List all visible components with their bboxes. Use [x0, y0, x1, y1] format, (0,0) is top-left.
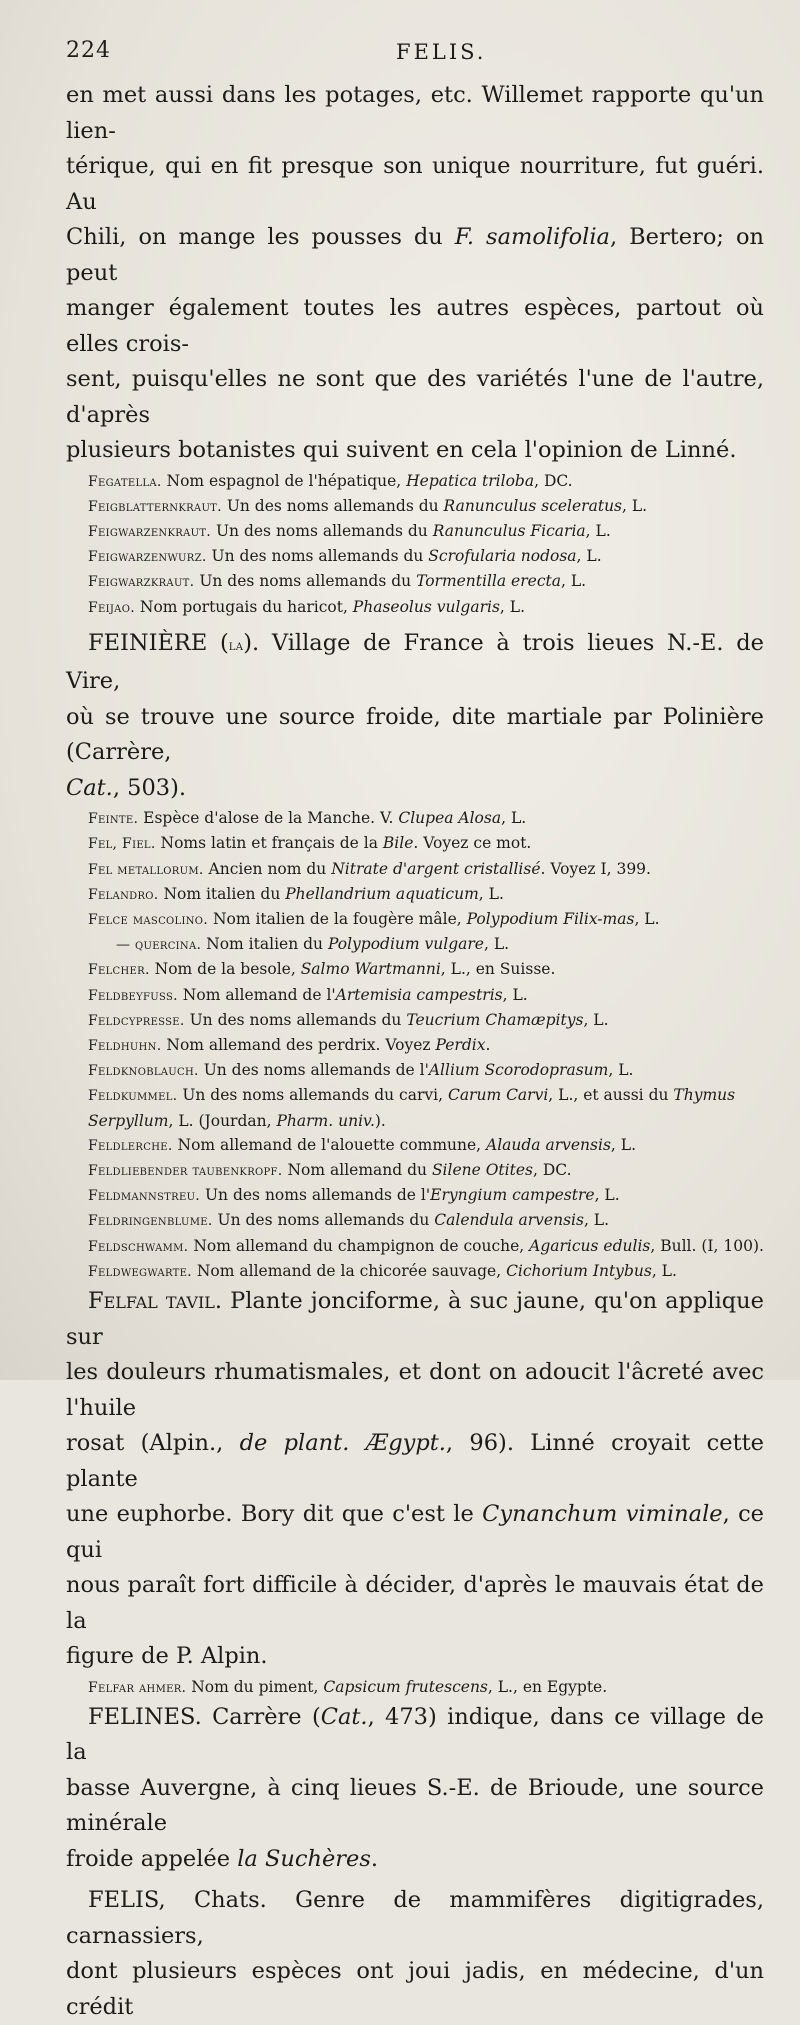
text-line: Cat., 503).: [66, 774, 187, 801]
entry-felis: [66, 1883, 764, 2025]
text-line: où se trouve une source froide, dite martiale par Polinière (Carrère,: [66, 703, 764, 766]
text-line: nous paraît fort difficile à décider, d'après le mauvais état de la: [66, 1572, 764, 1634]
dictionary-entry: Feldcypresse. Un des noms allemands du Teucrium Chamæpitys, L.: [88, 1010, 609, 1029]
entry-headword: FEINIÈRE: [88, 629, 208, 656]
dictionary-entry: Feldwegwarte. Nom allemand de la chicorée sauvage, Cichorium Intybus, L.: [88, 1261, 677, 1280]
page-header: [66, 38, 764, 78]
entry-list-3: [66, 1133, 764, 1284]
dictionary-entry: Feldbeyfuss. Nom allemand de l'Artemisia campestris, L.: [88, 985, 528, 1004]
dictionary-entry: Fel metallorum. Ancien nom du Nitrate d'argent cristallisé. Voyez I, 399.: [88, 859, 651, 878]
text-line: FELIS, Chats. Genre de mammifères digitigrades, carnassiers,: [66, 1887, 764, 1949]
dictionary-entry: Feldknoblauch. Un des noms allemands de l'Allium Scorodoprasum, L.: [88, 1061, 634, 1080]
text-line: figure de P. Alpin.: [66, 1643, 268, 1670]
entry-headword: Felfal tavil.: [88, 1288, 223, 1315]
entry-headword: FELIS,: [88, 1887, 166, 1914]
entry-headword: FELINES.: [88, 1703, 202, 1730]
text-line: froide appelée la Suchères.: [66, 1845, 379, 1872]
dictionary-entry: Feldlerche. Nom allemand de l'alouette commune, Alauda arvensis, L.: [88, 1135, 636, 1154]
text-line: rosat (Alpin., de plant. Ægypt., 96). Linné croyait cette plante: [66, 1430, 764, 1492]
running-title: FELIS.: [396, 40, 487, 64]
intro-paragraph: [66, 78, 764, 469]
entry-felfal-tavil: [66, 1284, 764, 1675]
dictionary-entry: Feijao. Nom portugais du haricot, Phaseolus vulgaris, L.: [88, 597, 525, 616]
text-line: FELINES. Carrère (Cat., 473) indique, dans ce village de la: [66, 1703, 764, 1766]
dictionary-entry: Feldliebender taubenkropf. Nom allemand du Silene Otites, DC.: [88, 1161, 572, 1180]
dictionary-entry: Fegatella. Nom espagnol de l'hépatique, Hepatica triloba, DC.: [88, 471, 573, 490]
dictionary-entry: Feigblatternkraut. Un des noms allemands du Ranunculus sceleratus, L.: [88, 496, 648, 515]
text-line: térique, qui en fit presque son unique nourriture, fut guéri. Au: [66, 153, 764, 215]
dictionary-entry: Fel, Fiel. Noms latin et français de la Bile. Voyez ce mot.: [88, 834, 532, 853]
entry-list-1: [66, 469, 764, 620]
dictionary-entry: Felcher. Nom de la besole, Salmo Wartmanni, L., en Suisse.: [88, 960, 556, 979]
text-line: une euphorbe. Bory dit que c'est le Cynanchum viminale, ce qui: [66, 1501, 764, 1563]
dictionary-entry: Feldringenblume. Un des noms allemands du Calendula arvensis, L.: [88, 1211, 610, 1230]
text-line: sent, puisqu'elles ne sont que des variétés l'une de l'autre, d'après: [66, 366, 764, 428]
dictionary-entry: — quercina. Nom italien du Polypodium vulgare, L.: [116, 935, 510, 954]
dictionary-entry: Feinte. Espèce d'alose de la Manche. V. Clupea Alosa, L.: [88, 809, 527, 828]
text-line: les douleurs rhumatismales, et dont on adoucit l'âcreté avec l'huile: [66, 1359, 764, 1421]
text-line: FEINIÈRE (la). Village de France à trois lieues N.-E. de Vire,: [66, 629, 764, 695]
dictionary-entry: Felandro. Nom italien du Phellandrium aquaticum, L.: [88, 884, 504, 903]
dictionary-entry: Feigwarzenwurz. Un des noms allemands du Scrofularia nodosa, L.: [88, 547, 602, 566]
text-line: en met aussi dans les potages, etc. Willemet rapporte qu'un lien-: [66, 82, 764, 144]
dictionary-entry: Feldschwamm. Nom allemand du champignon de couche, Agaricus edulis, Bull. (I, 100).: [88, 1236, 764, 1255]
entry-list-2: [66, 806, 764, 1133]
text-line: basse Auvergne, à cinq lieues S.-E. de Brioude, une source minérale: [66, 1774, 764, 1837]
dictionary-entry: Feldhuhn. Nom allemand des perdrix. Voyez Perdix.: [88, 1036, 491, 1055]
dictionary-entry: Feldmannstreu. Un des noms allemands de l'Eryngium campestre, L.: [88, 1186, 620, 1205]
dictionary-entry: Feldkummel. Un des noms allemands du carvi, Carum Carvi, L., et aussi du Thymus Serpyllum, L. (Jourdan, Pharm. univ.).: [88, 1086, 736, 1130]
text-line: Chili, on mange les pousses du F. samolifolia, Bertero; on peut: [66, 224, 764, 286]
entry-feiniere: [66, 626, 764, 807]
text-line: plusieurs botanistes qui suivent en cela l'opinion de Linné.: [66, 437, 737, 463]
dictionary-entry: Feigwarzenkraut. Un des noms allemands du Ranunculus Ficaria, L.: [88, 521, 611, 540]
page-number: 224: [66, 38, 111, 63]
text-line: Felfal tavil. Plante jonciforme, à suc jaune, qu'on applique sur: [66, 1288, 764, 1350]
dictionary-entry: Felfar ahmer. Nom du piment, Capsicum frutescens, L., en Egypte.: [88, 1677, 608, 1696]
dictionary-entry: Felce mascolino. Nom italien de la fougère mâle, Polypodium Filix-mas, L.: [88, 910, 660, 929]
entry-felines: [66, 1700, 764, 1878]
dictionary-entry: Feigwarzkraut. Un des noms allemands du Tormentilla erecta, L.: [88, 572, 587, 591]
text-line: manger également toutes les autres espèces, partout où elles crois-: [66, 295, 764, 357]
text-line: dont plusieurs espèces ont joui jadis, en médecine, d'un crédit: [66, 1958, 764, 2020]
